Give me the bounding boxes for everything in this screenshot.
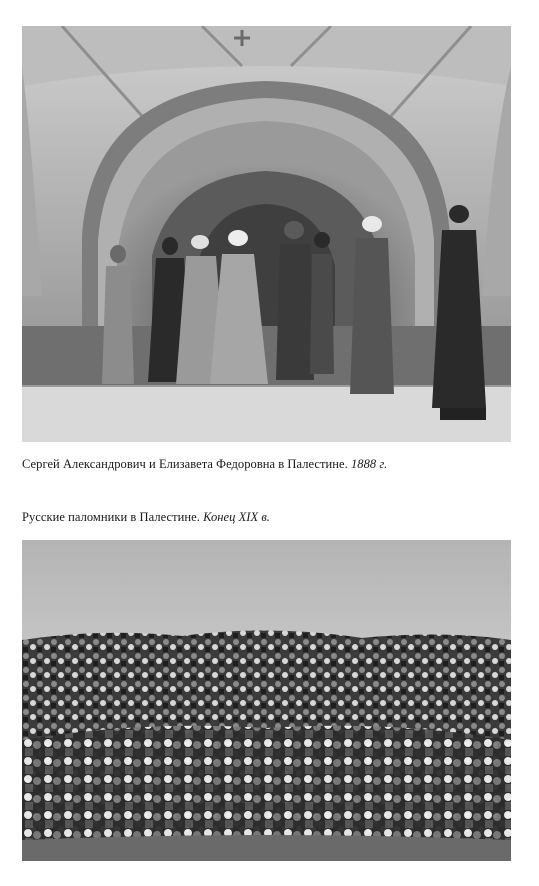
caption-2-text: Русские паломники в Палестине. [22,510,200,524]
group-portrait-image [22,26,511,442]
caption-1-date: 1888 г. [350,457,388,471]
photo-caption-1 [22,456,387,472]
caption-2-date: Конец XIX в. [203,510,270,524]
caption-1-text: Сергей Александрович и Елизавета Федоровна в Палестине. [22,457,348,471]
photo-caption-2 [22,509,270,525]
photo-grand-duke-in-palestine [22,26,511,442]
photo-russian-pilgrims [22,540,511,861]
pilgrims-crowd-image [22,540,511,861]
